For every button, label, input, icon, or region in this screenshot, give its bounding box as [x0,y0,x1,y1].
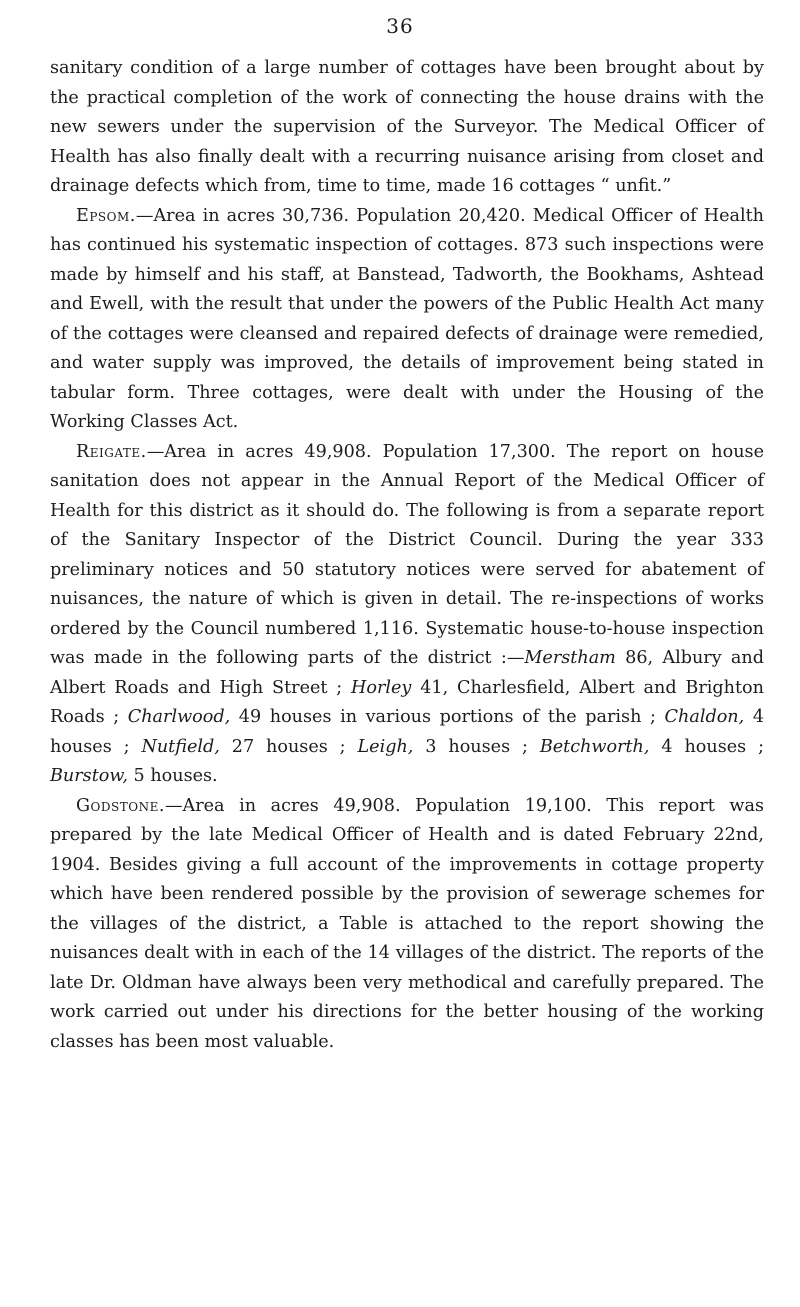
place-name: Nutfield, [141,736,220,757]
place-name: Charlwood, [127,707,231,727]
paragraph-text: —Area in acres 49,908. Population 17,300. The report on house sanitation does not appear in the Annual Report of the Medical Officer of Health for this district as it should do. The following is from a separate report of the Sanitary Inspector of the District Council. During the year 333 preliminary notices and 50 statutory notices were served for abatement of nuisances, the nature of which is given in detail. The re-inspections of works ordered by the Council numbered 1,116. Systematic house-to-house inspection was made in the following parts of the district :— [50,441,764,668]
body-text [50,54,764,1057]
place-name: Betchworth, [539,736,650,757]
place-name: Burstow, [50,766,128,786]
paragraph-text: 4 houses ; [649,736,765,757]
paragraph-text: 49 houses in various portions of the parish ; [230,707,665,727]
paragraph-reigate [50,438,764,792]
district-heading-godstone: Godstone. [76,795,165,816]
paragraph-text: sanitary condition of a large number of cottages have been brought about by the practical completion of the work of connecting the house drains with the new sewers under the supervision of the Surveyor. The Medical Officer of Health has also finally dealt with a recurring nuisance arising from closet and drainage defects which from, time to time, made 16 cottages “ unfit.” [50,58,764,196]
paragraph-text: 86, Albury and Albert Roads and High Street ; [50,648,764,698]
place-name: Merstham [524,648,616,668]
district-heading-epsom: Epsom. [76,205,136,226]
place-name: Chaldon, [664,707,745,727]
paragraph-continuation [50,54,764,202]
paragraph-godstone [50,792,764,1058]
paragraph-text: 5 houses. [127,766,218,786]
paragraph-text: 4 houses ; [50,707,765,757]
place-name: Horley [351,677,412,698]
paragraph-text: —Area in acres 30,736. Population 20,420. Medical Officer of Health has continued his systematic inspection of cottages. 873 such inspections were made by himself and his staff, at Banstead, Tadworth, the Bookhams, Ashtead and Ewell, with the result that under the powers of the Public Health Act many of the cottages were cleansed and repaired defects of drainage were remedied, and water supply was improved, the details of improvement being stated in tabular form. Three cottages, were dealt with under the Housing of the Working Classes Act. [50,205,764,432]
place-name: Leigh, [357,736,414,757]
paragraph-epsom [50,202,764,438]
paragraph-text: 27 houses ; [219,736,358,757]
page-number: 36 [386,14,414,38]
paragraph-text: 3 houses ; [413,736,540,757]
paragraph-text: 41, Charlesfield, Albert and Brighton Roads ; [50,677,764,727]
paragraph-text: —Area in acres 49,908. Population 19,100. This report was prepared by the late Medical Officer of Health and is dated February 22nd, 1904. Besides giving a full account of the improvements in cottage property which have been rendered possible by the provision of sewerage schemes for the villages of the district, a Table is attached to the report showing the nuisances dealt with in each of the 14 villages of the district. The reports of the late Dr. Oldman have always been very methodical and carefully prepared. The work carried out under his directions for the better housing of the working classes has been most valuable. [50,795,764,1052]
district-heading-reigate: Reigate. [76,441,147,462]
